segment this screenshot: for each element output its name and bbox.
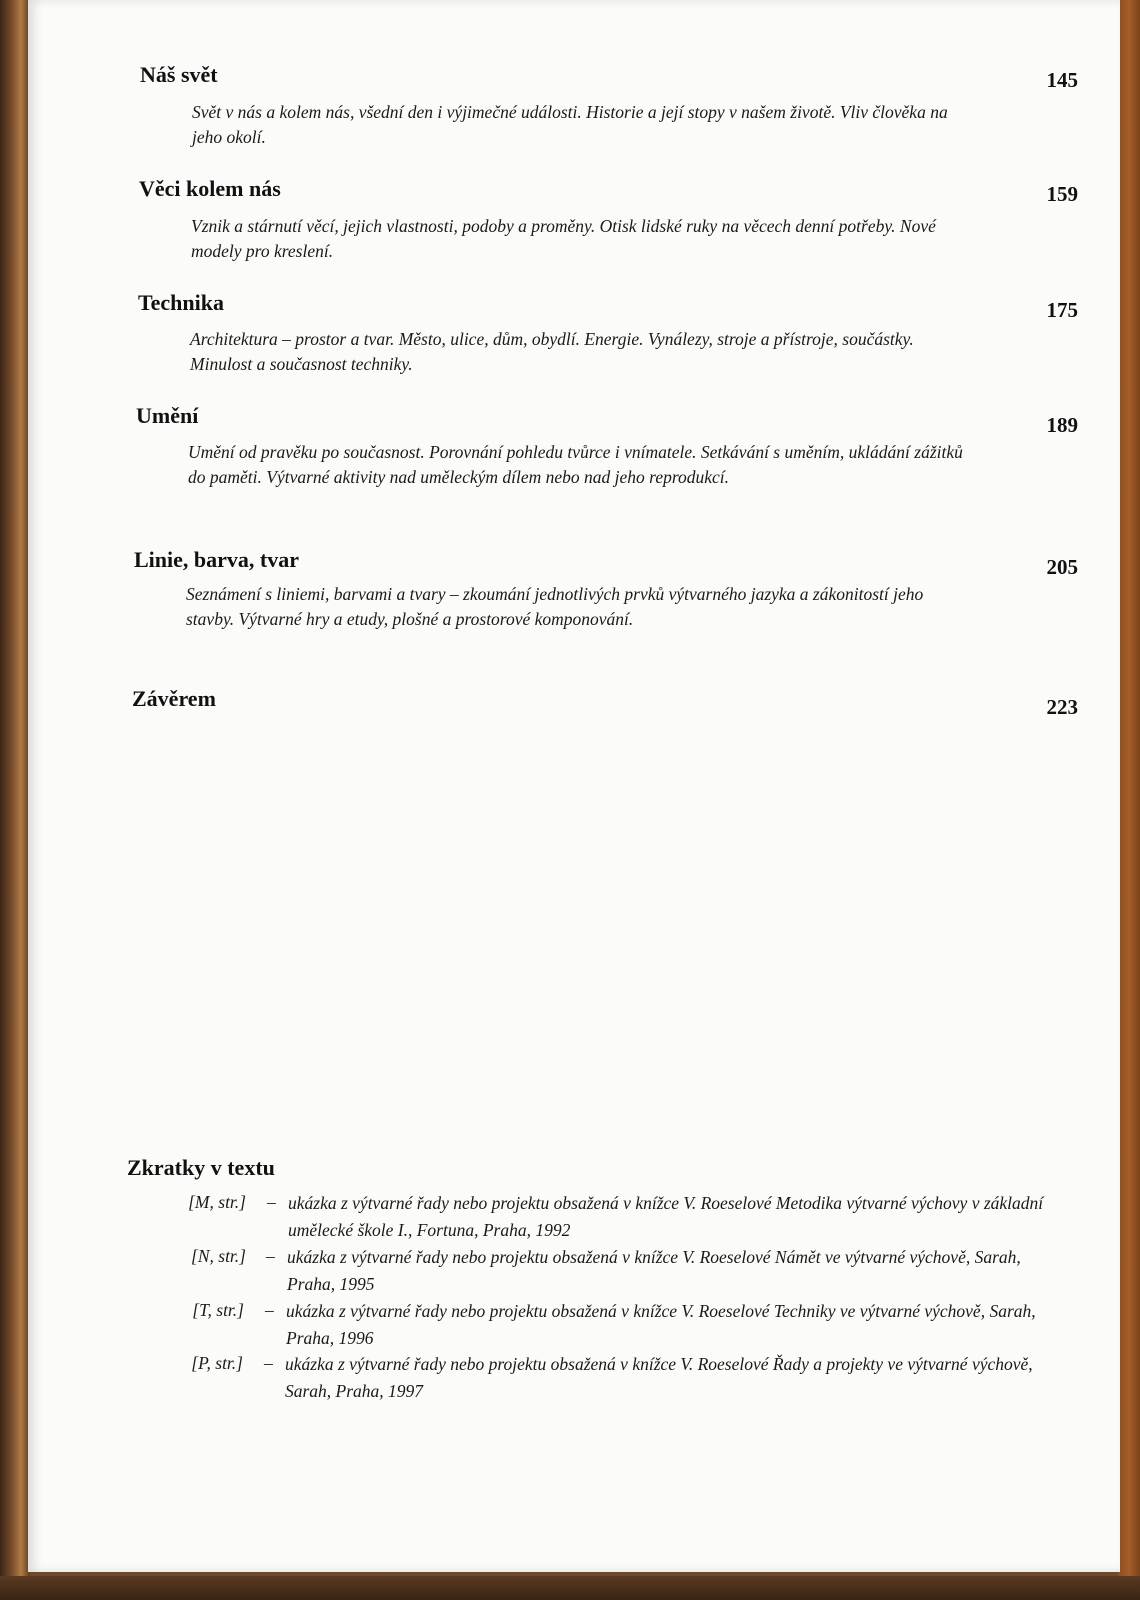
abbreviation-dash: – [267,1192,276,1212]
abbreviations-title: Zkratky v textu [127,1155,275,1180]
toc-entry-desc: Seznámení s liniemi, barvami a tvary – zkoumání jednotlivých prvků výtvarného jazyka a zákonitostí jeho stavby. Výtvarné hry a etudy, plošné a prostorové komponování. [186,584,924,629]
toc-entry-desc: Svět v nás a kolem nás, všední den i výjimečné události. Historie a její stopy v našem životě. Vliv člověka na jeho okolí. [192,102,948,147]
abbreviation-text: ukázka z výtvarné řady nebo projektu obsažená v knížce V. Roeselové Námět ve výtvarné výchově, Sarah, Praha, 1995 [287,1247,1021,1294]
toc-entry-title: Technika [138,290,225,315]
wood-surface-bottom [0,1576,1140,1600]
abbreviation-text: ukázka z výtvarné řady nebo projektu obsažená v knížce V. Roeselové Řady a projekty ve výtvarné výchově, Sarah, Praha, 1997 [285,1354,1033,1401]
wood-surface-right [1118,0,1140,1600]
toc-entry-page: 145 [1046,68,1078,92]
abbreviation-text: ukázka z výtvarné řady nebo projektu obsažená v knížce V. Roeselové Techniky ve výtvarné výchově, Sarah, Praha, 1996 [286,1301,1036,1348]
abbreviation-key: [M, str.] [188,1192,246,1212]
toc-entry-desc: Architektura – prostor a tvar. Město, ulice, dům, obydlí. Energie. Vynálezy, stroje a přístroje, součástky. Minulost a současnost techniky. [190,329,914,374]
toc-entry-desc: Umění od pravěku po současnost. Porovnání pohledu tvůrce i vnímatele. Setkávání s uměním, ukládání zážitků do paměti. Výtvarné aktivity nad uměleckým dílem nebo nad jeho reprodukcí. [188,442,963,487]
toc-entry-page: 205 [1046,555,1078,579]
toc-entry-page: 175 [1046,298,1078,322]
toc-entry-page: 223 [1046,695,1078,719]
abbreviation-key: [T, str.] [192,1300,244,1320]
toc-entry-title: Linie, barva, tvar [134,547,299,572]
toc-entry-page: 189 [1046,413,1078,437]
toc-entry-desc: Vznik a stárnutí věcí, jejich vlastnosti, podoby a proměny. Otisk lidské ruky na věcech denní potřeby. Nové modely pro kreslení. [191,216,936,261]
abbreviation-dash: – [266,1246,275,1266]
toc-entry-page: 159 [1046,182,1078,206]
toc-entry-title: Věci kolem nás [139,176,281,201]
abbreviation-dash: – [264,1353,273,1373]
book-page [28,0,1120,1572]
abbreviation-key: [P, str.] [191,1353,243,1373]
abbreviation-dash: – [265,1300,274,1320]
toc-entry-title: Náš svět [140,62,218,87]
abbreviation-key: [N, str.] [191,1246,246,1266]
toc-entry-title: Umění [136,403,199,428]
toc-entry-title: Závěrem [132,686,216,711]
abbreviation-text: ukázka z výtvarné řady nebo projektu obsažená v knížce V. Roeselové Metodika výtvarné výchovy v základní umělecké škole I., Fortuna, Praha, 1992 [288,1193,1044,1240]
wood-surface-left [0,0,30,1600]
